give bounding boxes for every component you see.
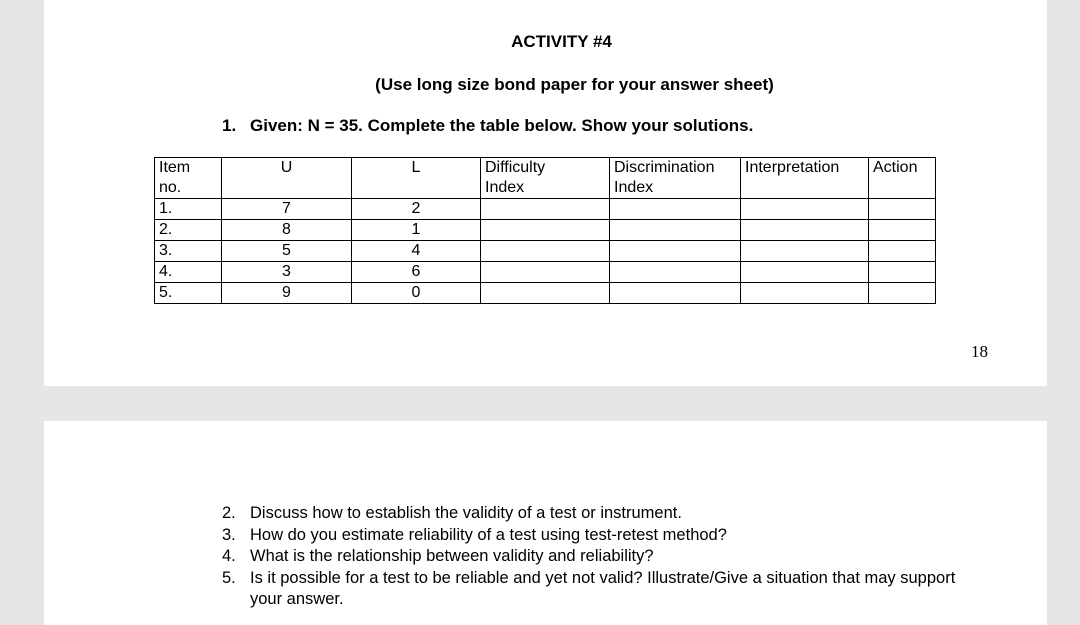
cell-l: 0 bbox=[352, 283, 481, 304]
cell-u: 7 bbox=[222, 199, 352, 220]
cell-item: 3. bbox=[155, 241, 222, 262]
question-number: 3. bbox=[222, 525, 236, 544]
header-item-no: Item no. bbox=[155, 158, 222, 199]
question-number: 2. bbox=[222, 504, 236, 522]
cell-difficulty bbox=[481, 283, 610, 304]
cell-item: 2. bbox=[155, 220, 222, 241]
list-item bbox=[222, 568, 982, 611]
cell-action bbox=[869, 262, 936, 283]
document-page-1 bbox=[44, 0, 1047, 386]
list-item bbox=[222, 525, 982, 547]
cell-u: 5 bbox=[222, 241, 352, 262]
header-discrimination-index: Discrimination Index bbox=[610, 158, 741, 199]
question-text: Discuss how to establish the validity of a test or instrument. bbox=[250, 504, 682, 522]
question-list bbox=[222, 503, 982, 611]
cell-difficulty bbox=[481, 199, 610, 220]
cell-l: 4 bbox=[352, 241, 481, 262]
activity-title: ACTIVITY #4 bbox=[511, 32, 612, 51]
cell-u: 3 bbox=[222, 262, 352, 283]
cell-item: 4. bbox=[155, 262, 222, 283]
header-l: L bbox=[352, 158, 481, 199]
cell-difficulty bbox=[481, 262, 610, 283]
list-item bbox=[222, 503, 982, 525]
cell-action bbox=[869, 241, 936, 262]
cell-interpretation bbox=[741, 199, 869, 220]
cell-difficulty bbox=[481, 220, 610, 241]
cell-discrimination bbox=[610, 262, 741, 283]
list-item bbox=[222, 546, 982, 568]
header-difficulty-index: Difficulty Index bbox=[481, 158, 610, 199]
table-header-row bbox=[155, 158, 936, 199]
header-interpretation: Interpretation bbox=[741, 158, 869, 199]
header-u: U bbox=[222, 158, 352, 199]
cell-discrimination bbox=[610, 241, 741, 262]
cell-action bbox=[869, 283, 936, 304]
given-instruction bbox=[222, 116, 753, 136]
question-text: What is the relationship between validity and reliability? bbox=[250, 547, 654, 565]
item-analysis-table bbox=[154, 157, 936, 304]
table-row bbox=[155, 241, 936, 262]
question-text: How do you estimate reliability of a test using test-retest method? bbox=[250, 525, 727, 544]
page-number: 18 bbox=[971, 342, 988, 361]
cell-difficulty bbox=[481, 241, 610, 262]
cell-l: 2 bbox=[352, 199, 481, 220]
cell-action bbox=[869, 199, 936, 220]
cell-interpretation bbox=[741, 262, 869, 283]
cell-u: 8 bbox=[222, 220, 352, 241]
cell-item: 1. bbox=[155, 199, 222, 220]
header-action: Action bbox=[869, 158, 936, 199]
given-text: Given: N = 35. Complete the table below. Show your solutions. bbox=[250, 116, 754, 135]
question-number: 4. bbox=[222, 547, 236, 565]
question-text: Is it possible for a test to be reliable and yet not valid? Illustrate/Give a situation that may support your answer. bbox=[250, 568, 956, 608]
cell-u: 9 bbox=[222, 283, 352, 304]
table-row bbox=[155, 262, 936, 283]
table-row bbox=[155, 283, 936, 304]
cell-discrimination bbox=[610, 199, 741, 220]
cell-interpretation bbox=[741, 220, 869, 241]
table-row bbox=[155, 220, 936, 241]
cell-action bbox=[869, 220, 936, 241]
question-number: 5. bbox=[222, 568, 236, 587]
activity-subtitle: (Use long size bond paper for your answer sheet) bbox=[375, 75, 774, 94]
cell-discrimination bbox=[610, 283, 741, 304]
cell-interpretation bbox=[741, 283, 869, 304]
given-number: 1. bbox=[222, 116, 237, 135]
table-row bbox=[155, 199, 936, 220]
cell-item: 5. bbox=[155, 283, 222, 304]
cell-l: 1 bbox=[352, 220, 481, 241]
cell-l: 6 bbox=[352, 262, 481, 283]
cell-discrimination bbox=[610, 220, 741, 241]
cell-interpretation bbox=[741, 241, 869, 262]
document-page-2 bbox=[44, 421, 1047, 625]
